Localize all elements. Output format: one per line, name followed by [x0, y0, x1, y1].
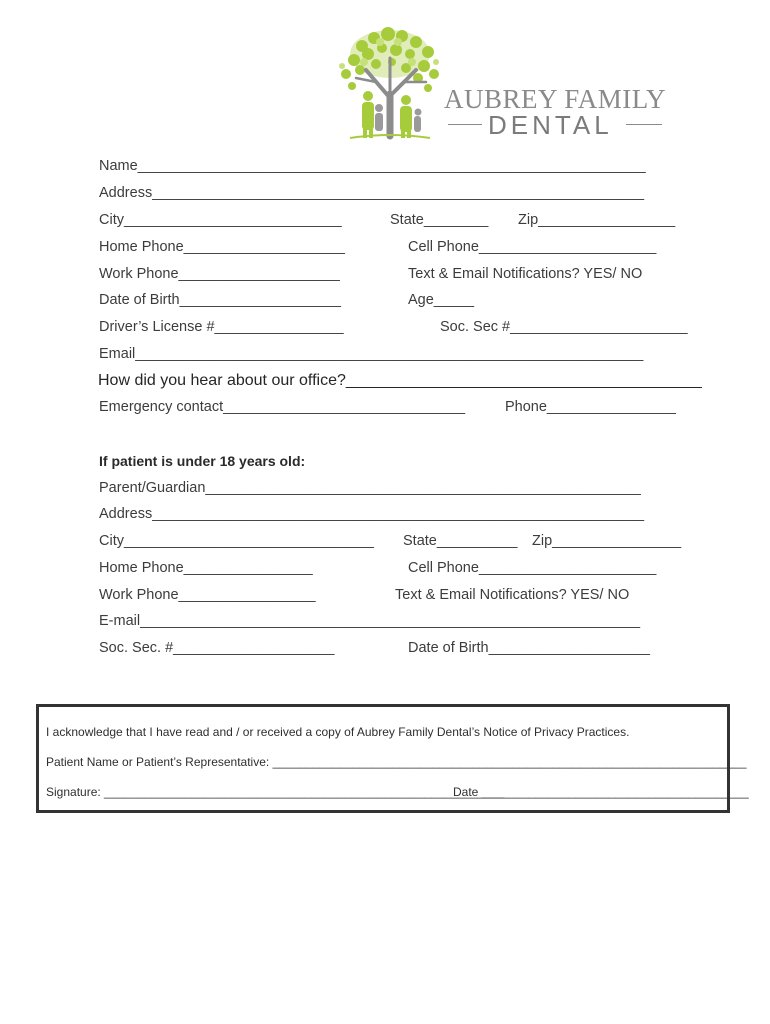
guardian-cell-phone-field[interactable]: Cell Phone______________________ [408, 560, 657, 576]
acknowledgment-date-field[interactable]: Date ________________________________________ [453, 785, 749, 799]
privacy-statement: I acknowledge that I have read and / or received a copy of Aubrey Family Dental’s Notice of Privacy Practices. [46, 725, 630, 739]
guardian-city-field[interactable]: City_______________________________ [99, 533, 374, 549]
date-of-birth-field[interactable]: Date of Birth____________________ [99, 292, 341, 308]
text-email-notifications[interactable]: Text & Email Notifications? YES/ NO [408, 266, 643, 282]
soc-sec-field[interactable]: Soc. Sec #______________________ [440, 319, 688, 335]
privacy-acknowledgment-box [36, 704, 749, 813]
work-phone-field[interactable]: Work Phone____________________ [99, 266, 340, 282]
guardian-email-field[interactable]: E-mail______________________________________________________________ [99, 613, 641, 629]
cell-phone-field[interactable]: Cell Phone______________________ [408, 239, 657, 255]
emergency-phone-field[interactable]: Phone________________ [505, 399, 676, 415]
city-field[interactable]: City___________________________ [99, 212, 342, 228]
signature-field[interactable]: Signature: ____________________________________________________________ [46, 785, 505, 799]
guardian-home-phone-field[interactable]: Home Phone________________ [99, 560, 313, 576]
parent-guardian-field[interactable]: Parent/Guardian______________________________________________________ [99, 480, 641, 496]
emergency-contact-field[interactable]: Emergency contact______________________________ [99, 399, 466, 415]
referral-source-field[interactable]: How did you hear about our office?________________________________________ [98, 372, 702, 389]
logo-rule-right [626, 124, 662, 125]
address-field[interactable]: Address_____________________________________________________________ [99, 185, 645, 201]
representative-name-field[interactable]: Patient Name or Patient’s Representative: _______________________________________________________________________ [46, 755, 747, 769]
logo-text-practice: AUBREY FAMILY [444, 84, 667, 114]
guardian-soc-sec-field[interactable]: Soc. Sec. #____________________ [99, 640, 335, 656]
logo-text-dental: DENTAL [488, 110, 613, 140]
minor-section-heading: If patient is under 18 years old: [99, 453, 306, 469]
email-field[interactable]: Email_______________________________________________________________ [99, 346, 644, 362]
logo-text-dental-wrap [448, 112, 662, 138]
name-field[interactable]: Name_______________________________________________________________ [99, 158, 646, 174]
drivers-license-field[interactable]: Driver’s License #________________ [99, 319, 344, 335]
guardian-address-field[interactable]: Address_____________________________________________________________ [99, 506, 645, 522]
age-field[interactable]: Age_____ [408, 292, 475, 308]
state-field[interactable]: State________ [390, 212, 489, 228]
logo-rule-left [448, 124, 482, 125]
practice-logo [332, 24, 668, 142]
home-phone-field[interactable]: Home Phone____________________ [99, 239, 345, 255]
guardian-state-field[interactable]: State__________ [403, 533, 518, 549]
guardian-work-phone-field[interactable]: Work Phone_________________ [99, 587, 316, 603]
guardian-zip-field[interactable]: Zip________________ [532, 533, 682, 549]
guardian-text-email-notifications[interactable]: Text & Email Notifications? YES/ NO [395, 587, 630, 603]
guardian-date-of-birth-field[interactable]: Date of Birth____________________ [408, 640, 650, 656]
tree-family-logo-icon [332, 24, 448, 142]
zip-field[interactable]: Zip_________________ [518, 212, 676, 228]
